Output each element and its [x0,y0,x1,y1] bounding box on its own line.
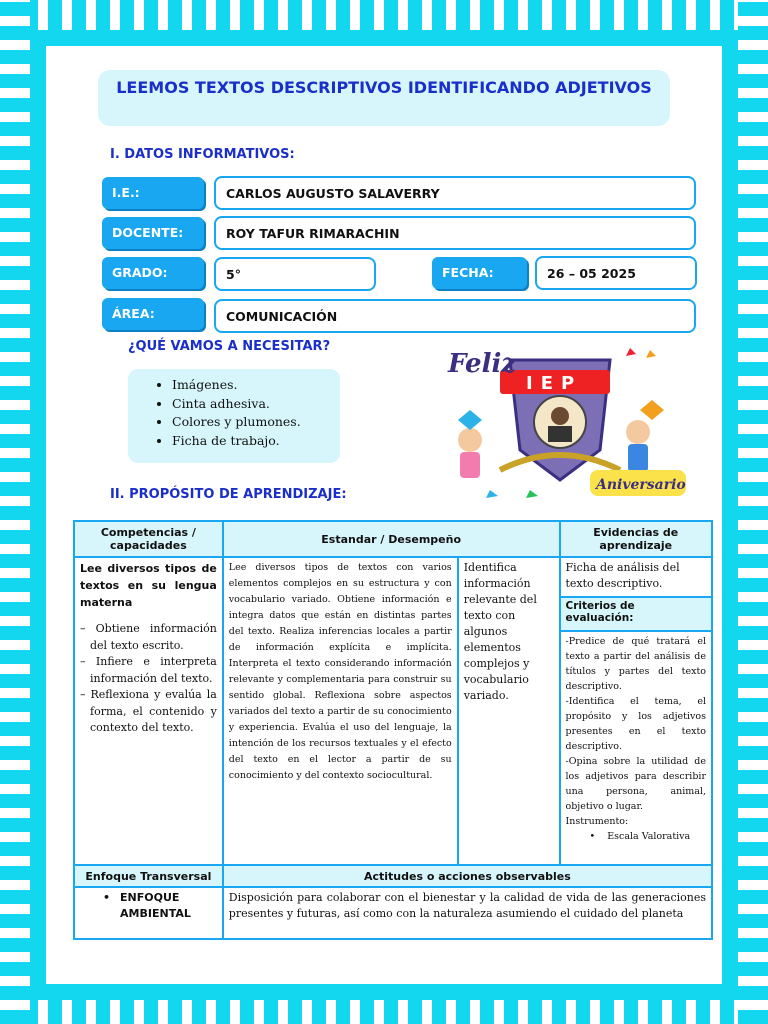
instrumento-text: Escala Valorativa [607,831,691,842]
criterios-title: Criterios de evaluación: [560,597,713,631]
label-area: ÁREA: [102,298,204,330]
header-estandar: Estandar / Desempeño [223,521,560,557]
label-ie: I.E.: [102,177,204,209]
label-fecha: FECHA: [432,257,527,289]
estandar-text: Lee diversos tipos de textos con varios elementos complejos en su estructura y con vocabulario variado. Obtiene información e integra datos que están en distintas partes del texto. Realiza inferencias locales a partir de información explícita e implícita. Interpreta el texto considerando información relevante y complementaria para construir su sentido global. Reflexiona sobre aspectos variados del texto a partir de su conocimiento y experiencia. Evalúa el uso del lenguaje, la intención de los recursos textuales y el efecto del texto en el lector a partir de su conocimiento y del contexto sociocultural. [223,557,458,865]
list-item: • Imágenes. [172,376,340,395]
evidencia-text: Ficha de análisis del texto descriptivo. [560,557,713,597]
section-datos: I. DATOS INFORMATIVOS: [110,147,295,162]
list-item: – Obtiene información del texto escrito. [80,622,217,652]
anniversary-illustration [430,340,688,500]
list-item: • Ficha de trabajo. [172,432,340,451]
header-evidencias: Evidencias de aprendizaje [560,521,713,557]
iep-text: IEP [526,373,583,394]
header-actitudes: Actitudes o acciones observables [223,865,712,887]
header-enfoque: Enfoque Transversal [74,865,223,887]
list-item: – Infiere e interpreta información del texto. [80,655,217,685]
needs-box [128,369,340,463]
label-docente: DOCENTE: [102,217,204,249]
purpose-table [73,520,713,940]
list-item: • Cinta adhesiva. [172,395,340,414]
needs-title: ¿QUÉ VAMOS A NECESITAR? [128,339,331,354]
criterio-item: -Predice de qué tratará el texto a partir del análisis de títulos y partes del texto descriptivo. [565,636,706,692]
list-item: – Reflexiona y evalúa la forma, el contenido y contexto del texto. [80,688,217,734]
capacidad-text: Reflexiona y evalúa la forma, el contenido y contexto del texto. [90,688,217,734]
instrumento-item: • Escala Valorativa [589,831,691,842]
criterio-item: -Identifica el tema, el propósito y los adjetivos presentes en el texto descriptivo. [565,696,706,752]
value-docente: ROY TAFUR RIMARACHIN [214,216,696,250]
desempeno-text: Identifica información relevante del texto con algunos elementos complejos y vocabulario variado. [458,557,560,865]
capacidad-text: Obtiene información del texto escrito. [90,622,217,652]
actitud-text: Disposición para colaborar con el bienestar y la calidad de vida de las generaciones presentes y futuras, así como con la naturaleza asumiendo el cuidado del planeta [223,887,712,939]
capacidad-text: Infiere e interpreta información del texto. [90,655,217,685]
anniversary-image [430,340,688,500]
label-grado: GRADO: [102,257,204,289]
criterio-item: -Opina sobre la utilidad de los adjetivos para describir una persona, animal, objetivo o lugar. [565,756,706,812]
feliz-text: Feliz [448,349,517,379]
page-title: LEEMOS TEXTOS DESCRIPTIVOS IDENTIFICANDO ADJETIVOS [98,70,670,126]
header-competencias: Competencias / capacidades [74,521,223,557]
competencia-title: Lee diversos tipos de textos en su lengua materna [80,562,217,609]
enfoque-cell: • ENFOQUE AMBIENTAL [74,887,223,939]
value-grado: 5° [214,257,376,291]
value-area: COMUNICACIÓN [214,299,696,333]
section-proposito: II. PROPÓSITO DE APRENDIZAJE: [110,487,347,502]
instrumento-label: Instrumento: [565,816,629,827]
value-fecha: 26 – 05 2025 [535,256,697,290]
aniversario-text: Aniversario [596,477,686,493]
enfoque-text: ENFOQUE AMBIENTAL [120,891,191,920]
list-item: • Colores y plumones. [172,413,340,432]
value-ie: CARLOS AUGUSTO SALAVERRY [214,176,696,210]
